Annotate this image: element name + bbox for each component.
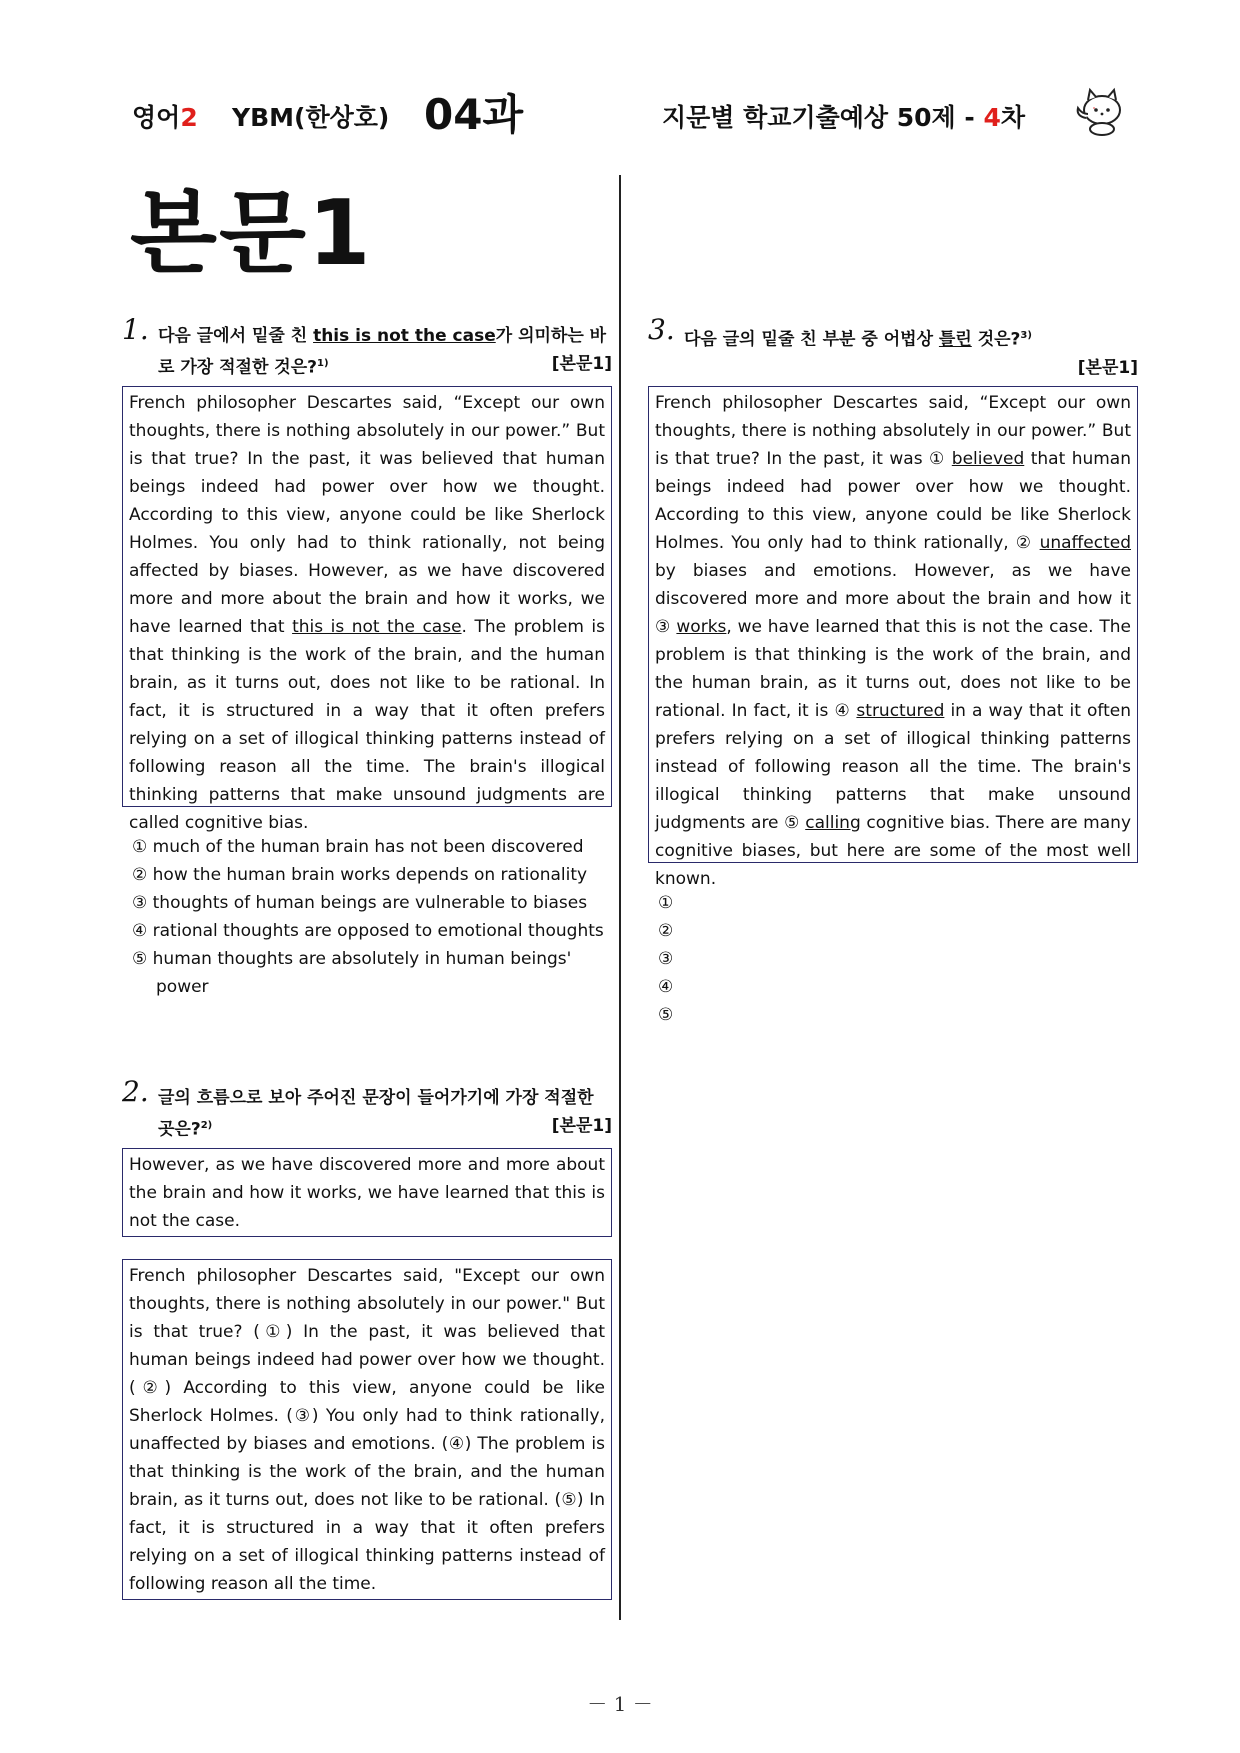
source-tag: [본문1]: [551, 354, 612, 374]
answer-option[interactable]: ④ rational thoughts are opposed to emotional thoughts: [132, 920, 604, 941]
question-1-prompt: 1. 다음 글에서 밑줄 친 this is not the case가 의미하는 바로 가장 적절한 것은?$^{1)}$ [본문1]: [122, 313, 612, 378]
underlined-item: works: [676, 616, 727, 637]
underlined-item: structured: [856, 700, 945, 721]
series-label: 지문별 학교기출예상 50제 - 4차: [662, 103, 1026, 132]
answer-options: [122, 833, 612, 1001]
underlined-item: unaffected: [1039, 532, 1131, 553]
question-1: [122, 313, 612, 1001]
passage-box: French philosopher Descartes said, “Except our own thoughts, there is nothing absolutely in our power.” But is that true? In the past, it was believed that human beings indeed had power over how we thought. According to this view, anyone could be like Sherlock Holmes. You only had to think rationally, not being affected by biases. However, as we have discovered more and more about the brain and how it works, we have learned that this is not the case. The problem is that thinking is the work of the brain, and the human brain, as it turns out, does not like to be rational. In fact, it is structured in a way that it often prefers relying on a set of illogical thinking patterns instead of following reason all the time. The brain's illogical thinking patterns that make unsound judgments are called cognitive bias.: [122, 386, 612, 807]
answer-option[interactable]: ③: [658, 948, 674, 969]
answer-option[interactable]: ⑤: [658, 1004, 674, 1025]
answer-option[interactable]: ①: [658, 892, 674, 913]
given-sentence-box: However, as we have discovered more and more about the brain and how it works, we have learned that this is not the case.: [122, 1148, 612, 1237]
answer-option[interactable]: ② how the human brain works depends on rationality: [132, 864, 588, 885]
publisher-label: YBM(한상호): [232, 103, 390, 132]
question-2-prompt: 2. 글의 흐름으로 보아 주어진 문장이 들어가기에 가장 적절한 곳은?$^{2)}$ [본문1]: [122, 1075, 612, 1140]
cat-mascot-icon: [1072, 86, 1128, 138]
passage-box: French philosopher Descartes said, "Except our own thoughts, there is nothing absolutely in our power." But is that true? (①) In the past, it was believed that human beings indeed had power over how we thought. (②) According to this view, anyone could be like Sherlock Holmes. (③) You only had to think rationally, unaffected by biases and emotions. (④) The problem is that thinking is the work of the brain, and the human brain, as it turns out, does not like to be rational. (⑤) In fact, it is structured in a way that it often prefers relying on a set of illogical thinking patterns instead of following reason all the time.: [122, 1259, 612, 1600]
answer-option[interactable]: ⑤ human thoughts are absolutely in human beings' power: [132, 948, 572, 997]
subject-label: 영어2: [132, 103, 198, 132]
answer-option[interactable]: ③ thoughts of human beings are vulnerable to biases: [132, 892, 588, 913]
question-3: [648, 313, 1138, 1029]
source-tag: [본문1]: [551, 1116, 612, 1136]
question-number: 3.: [648, 313, 675, 346]
section-title: 본문1: [130, 181, 373, 286]
column-divider: [619, 175, 621, 1620]
underlined-item: calling: [805, 812, 861, 833]
question-number: 1.: [122, 313, 149, 346]
source-tag: [본문1]: [1077, 357, 1138, 378]
question-3-prompt: 3. 다음 글의 밑줄 친 부분 중 어법상 틀린 것은?$^{3)}$ [본문1]: [648, 313, 1138, 378]
question-2: [122, 1075, 612, 1600]
answer-option[interactable]: ① much of the human brain has not been discovered: [132, 836, 584, 857]
answer-options: [648, 889, 1138, 1029]
lesson-label: 04과: [424, 90, 524, 139]
answer-option[interactable]: ④: [658, 976, 674, 997]
page-number: － 1 －: [587, 1692, 653, 1716]
passage-box: French philosopher Descartes said, “Except our own thoughts, there is nothing absolutely in our power.” But is that true? In the past, it was ① believed that human beings indeed had power over how we thought. According to this view, anyone could be like Sherlock Holmes. You only had to think rationally, ② unaffected by biases and emotions. However, as we have discovered more and more about the brain and how it ③ works, we have learned that this is not the case. The problem is that thinking is the work of the brain, and the human brain, as it turns out, does not like to be rational. In fact, it is ④ structured in a way that it often prefers relying on a set of illogical thinking patterns instead of following reason all the time. The brain's illogical thinking patterns that make unsound judgments are ⑤ calling cognitive bias. There are many cognitive biases, but here are some of the most well known.: [648, 386, 1138, 863]
question-number: 2.: [122, 1075, 149, 1108]
answer-option[interactable]: ②: [658, 920, 674, 941]
underlined-item: believed: [951, 448, 1025, 469]
